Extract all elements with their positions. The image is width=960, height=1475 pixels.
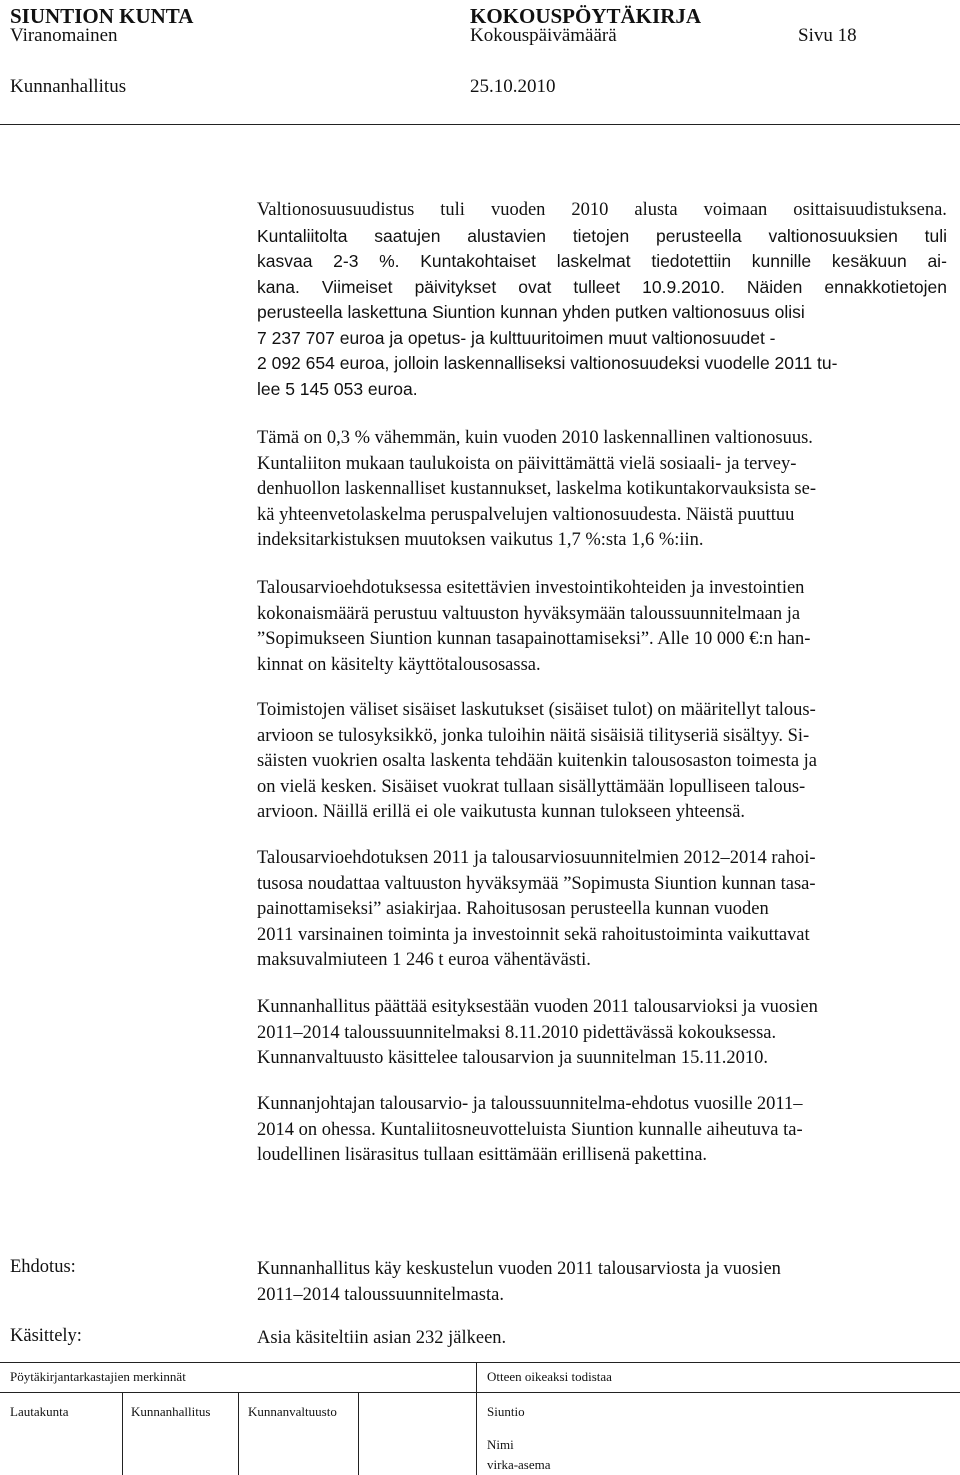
text-line: Kunnanhallitus päättää esityksestään vuoden 2011 talousarvioksi ja vuosien — [257, 997, 818, 1017]
paragraph-investments — [257, 576, 947, 678]
text-line: denhuollon laskennalliset kustannukset, laskelma kotikuntakorvauksista se- — [257, 479, 817, 499]
proposal-label: Ehdotus: — [10, 1257, 76, 1277]
paragraph-internal-billing — [257, 698, 947, 826]
text-line: Tämä on 0,3 % vähemmän, kuin vuoden 2010 laskennallinen valtionosuus. — [257, 428, 813, 448]
text-line: ”Sopimukseen Siuntion kunnan tasapainottamiseksi”. Alle 10 000 €:n han- — [257, 629, 811, 649]
text-line: tusosa noudattaa valtuuston hyväksymää ”Sopimusta Siuntion kunnan tasa- — [257, 873, 816, 894]
footer-mid-rule — [0, 1392, 960, 1393]
handling-label: Käsittely: — [10, 1326, 82, 1346]
text-line: Toimistojen väliset sisäiset laskutukset (sisäiset tulot) on määritellyt talous- — [257, 700, 816, 720]
text-line: kana. Viimeiset päivitykset ovat tulleet 10.9.2010. Näiden ennakkotietojen — [257, 276, 947, 297]
text-line: 2014 on ohessa. Kuntaliitosneuvotteluista Siuntion kunnalle aiheutuva ta- — [257, 1119, 803, 1140]
text-line: indeksitarkistuksen muutoksen vaikutus 1,7 %:sta 1,6 %:iin. — [257, 530, 704, 550]
text-line: Kuntaliitolta saatujen alustavien tietojen perusteella valtionosuuksien tuli — [257, 225, 947, 246]
footer-position-label: virka-asema — [487, 1457, 551, 1472]
text-line: kasvaa 2-3 %. Kuntakohtaiset laskelmat tiedotettiin kunnille kesäkuun ai- — [257, 251, 947, 271]
text-line: lee 5 145 053 euroa. — [257, 378, 418, 399]
authority-name: Kunnanhallitus — [10, 76, 127, 97]
text-line: perusteella laskettuna Siuntion kunnan yhden putken valtionosuus olisi — [257, 302, 805, 322]
text-line: Kunnanhallitus käy keskustelun vuoden 2011 talousarviosta ja vuosien — [257, 1259, 781, 1279]
text-line: Kunnanjohtajan talousarvio- ja taloussuunnitelma-ehdotus vuosille 2011– — [257, 1094, 803, 1114]
text-line: kä yhteenvetolaskelma peruspalvelujen valtionosuudesta. Näistä puuttuu — [257, 504, 795, 525]
text-line: maksuvalmiuteen 1 246 t euroa vähentävästi. — [257, 950, 591, 970]
text-line: 2011 varsinainen toiminta ja investoinnit sekä rahoitustoiminta vaikuttavat — [257, 924, 810, 945]
footer-column-rule — [238, 1392, 239, 1475]
paragraph-decision-schedule — [257, 995, 947, 1072]
municipality-name: SIUNTION KUNTA — [10, 4, 194, 28]
footer-board: Lautakunta — [10, 1404, 69, 1419]
paragraph-state-subsidy — [257, 198, 947, 402]
text-line: arvioon se tulosyksikkö, jonka tuloihin näitä sisäisiä tilityseriä sisältyy. Si- — [257, 725, 810, 746]
inspectors-label: Pöytäkirjantarkastajien merkinnät — [10, 1369, 186, 1384]
text-line: Talousarvioehdotuksen 2011 ja talousarviosuunnitelmien 2012–2014 rahoi- — [257, 848, 816, 868]
footer-top-rule — [0, 1362, 960, 1363]
text-line: on vielä kesken. Sisäiset vuokrat tullaan sisällyttämään lopulliseen talous- — [257, 776, 806, 797]
text-line: 7 237 707 euroa ja opetus- ja kulttuuritoimen muut valtionosuudet - — [257, 327, 776, 348]
text-line: Asia käsiteltiin asian 232 jälkeen. — [257, 1328, 507, 1348]
text-line: Valtionosuusuudistus tuli vuoden 2010 alusta voimaan osittaisuudistuksena. — [257, 200, 947, 220]
text-line: Talousarvioehdotuksessa esitettävien investointikohteiden ja investointien — [257, 578, 805, 598]
footer-council: Kunnanvaltuusto — [248, 1404, 337, 1419]
certified-label: Otteen oikeaksi todistaa — [487, 1369, 612, 1384]
footer-divider — [476, 1362, 477, 1475]
document-type: KOKOUSPÖYTÄKIRJA — [470, 4, 702, 28]
header-divider — [0, 124, 960, 125]
paragraph-draft-attached — [257, 1092, 947, 1169]
footer-municipal-board: Kunnanhallitus — [131, 1404, 211, 1419]
meeting-date-label: Kokouspäivämäärä — [470, 25, 617, 46]
text-line: kokonaismäärä perustuu valtuuston hyväksymään taloussuunnitelmaan ja — [257, 603, 801, 624]
text-line: 2011–2014 taloussuunnitelmaksi 8.11.2010 pidettävässä kokouksessa. — [257, 1022, 777, 1043]
text-line: Kunnanvaltuusto käsittelee talousarvion ja suunnitelman 15.11.2010. — [257, 1048, 769, 1068]
text-line: säisten vuokrien osalta laskenta tehdään kuitenkin talousosaston toimesta ja — [257, 751, 818, 771]
handling-text — [257, 1326, 947, 1352]
text-line: loudellinen lisärasitus tullaan esittämään erillisenä pakettina. — [257, 1145, 708, 1165]
text-line: kinnat on käsitelty käyttötalousosassa. — [257, 654, 541, 675]
paragraph-reduction — [257, 426, 947, 554]
text-line: 2011–2014 taloussuunnitelmasta. — [257, 1284, 504, 1305]
text-line: Kuntaliiton mukaan taulukoista on päivittämättä vielä sosiaali- ja tervey- — [257, 453, 797, 474]
authority-label: Viranomainen — [10, 25, 118, 46]
paragraph-financing — [257, 846, 947, 974]
proposal-text — [257, 1257, 947, 1308]
page-number: Sivu 18 — [798, 25, 857, 46]
footer-column-rule — [122, 1392, 123, 1475]
footer-name-label: Nimi — [487, 1437, 514, 1452]
text-line: painottamiseksi” asiakirjaa. Rahoitusosan perusteella kunnan vuoden — [257, 899, 769, 919]
text-line: 2 092 654 euroa, jolloin laskennalliseksi valtionosuudeksi vuodelle 2011 tu- — [257, 353, 838, 373]
footer-column-rule — [358, 1392, 359, 1475]
meeting-date: 25.10.2010 — [470, 76, 556, 97]
footer-place: Siuntio — [487, 1404, 525, 1419]
text-line: arvioon. Näillä erillä ei ole vaikutusta kunnan tulokseen yhteensä. — [257, 802, 746, 822]
